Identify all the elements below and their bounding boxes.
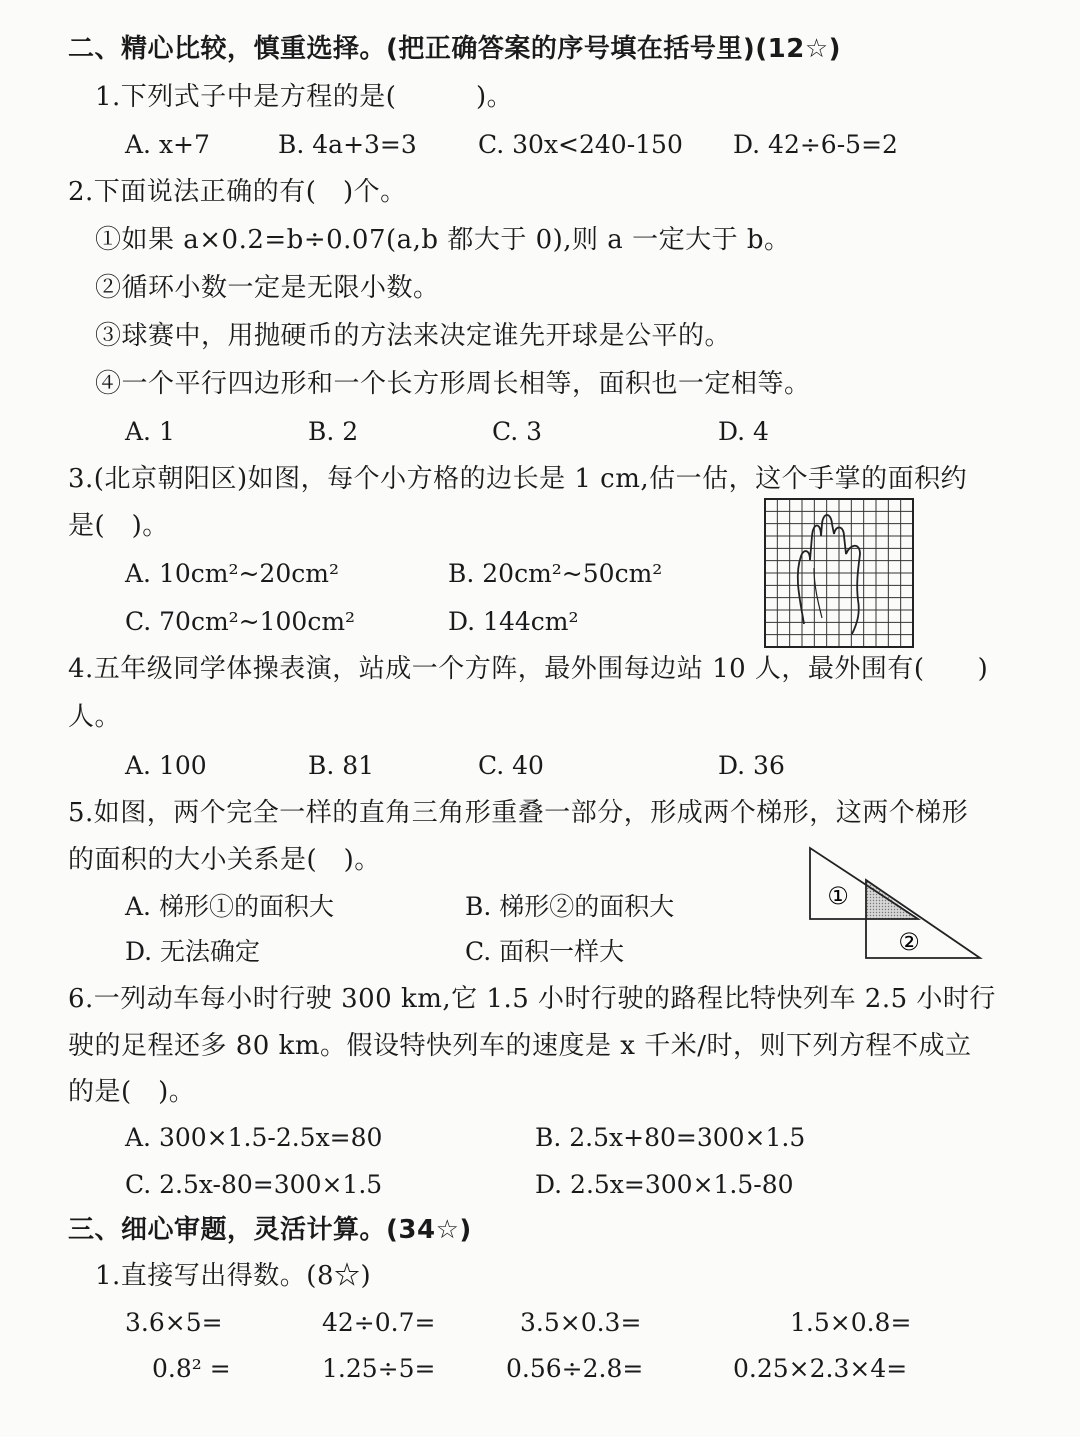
triangles-figure [806,842,986,962]
q5-option-a: A. 梯形①的面积大 [125,892,334,921]
hand-grid-figure [764,498,914,648]
q3-option-b: B. 20cm²~50cm² [448,559,663,588]
q2-option-a: A. 1 [125,417,175,446]
q3-stem-line2: 是( )。 [68,511,169,541]
hand-outline [798,515,860,634]
q2-statement-2: ②循环小数一定是无限小数。 [95,273,440,303]
q3-option-c: C. 70cm²~100cm² [125,607,356,636]
q4-stem-line2: 人。 [68,702,122,732]
q3-stem-line1: 3.(北京朝阳区)如图，每个小方格的边长是 1 cm,估一估，这个手掌的面积约 [68,464,968,494]
triangle-1 [810,848,918,919]
q2-statement-1: ①如果 a×0.2=b÷0.07(a,b 都大于 0),则 a 一定大于 b。 [95,225,791,255]
q4-stem-line1: 4.五年级同学体操表演，站成一个方阵，最外围每边站 10 人，最外围有( ) [68,654,989,684]
q4-option-b: B. 81 [308,751,375,780]
q2-stem: 2.下面说法正确的有( )个。 [68,177,407,207]
calc-row1-3: 3.5×0.3= [520,1308,642,1337]
q5-stem-line1: 5.如图，两个完全一样的直角三角形重叠一部分，形成两个梯形，这两个梯形 [68,798,969,828]
q1-stem: 1.下列式子中是方程的是( )。 [95,82,514,112]
q2-option-b: B. 2 [308,417,359,446]
q6-option-b: B. 2.5x+80=300×1.5 [535,1123,806,1152]
q6-stem-line1: 6.一列动车每小时行驶 300 km,它 1.5 小时行驶的路程比特快列车 2.5 小时行 [68,984,996,1014]
q6-stem-line3: 的是( )。 [68,1077,196,1107]
q1-option-a: A. x+7 [125,130,210,159]
calc-row1-2: 42÷0.7= [322,1308,436,1337]
section-3-heading: 三、细心审题，灵活计算。(34☆) [68,1215,472,1245]
calc-row2-3: 0.56÷2.8= [506,1354,644,1383]
q3-option-a: A. 10cm²~20cm² [125,559,339,588]
q4-option-a: A. 100 [125,751,207,780]
label-trapezoid-2: ② [898,928,920,956]
q5-stem-line2: 的面积的大小关系是( )。 [68,845,381,875]
q2-option-d: D. 4 [718,417,769,446]
label-trapezoid-1: ① [827,882,849,910]
q6-option-d: D. 2.5x=300×1.5-80 [535,1170,794,1199]
calc-row2-4: 0.25×2.3×4= [733,1354,908,1383]
q2-option-c: C. 3 [492,417,543,446]
calc-row2-2: 1.25÷5= [322,1354,436,1383]
q2-statement-3: ③球赛中，用抛硬币的方法来决定谁先开球是公平的。 [95,321,732,351]
q4-option-c: C. 40 [478,751,544,780]
q1-option-c: C. 30x<240-150 [478,130,683,159]
q5-option-d: D. 无法确定 [125,937,261,966]
calc-row1-4: 1.5×0.8= [790,1308,912,1337]
q1-option-b: B. 4a+3=3 [278,130,417,159]
q5-option-b: B. 梯形②的面积大 [465,892,675,921]
q5-option-c: C. 面积一样大 [465,937,625,966]
q2-statement-4: ④一个平行四边形和一个长方形周长相等，面积也一定相等。 [95,369,811,399]
section-2-heading: 二、精心比较，慎重选择。(把正确答案的序号填在括号里)(12☆) [68,34,842,64]
q6-option-a: A. 300×1.5-2.5x=80 [125,1123,383,1152]
q6-stem-line2: 驶的足程还多 80 km。假设特快列车的速度是 x 千米/时，则下列方程不成立 [68,1031,972,1061]
q3-option-d: D. 144cm² [448,607,579,636]
calc-row1-1: 3.6×5= [125,1308,223,1337]
q4-option-d: D. 36 [718,751,785,780]
q6-option-c: C. 2.5x-80=300×1.5 [125,1170,383,1199]
calc-row2-1: 0.8² = [152,1354,231,1383]
q1-option-d: D. 42÷6-5=2 [733,130,898,159]
s3-q1-stem: 1.直接写出得数。(8☆) [95,1261,372,1291]
